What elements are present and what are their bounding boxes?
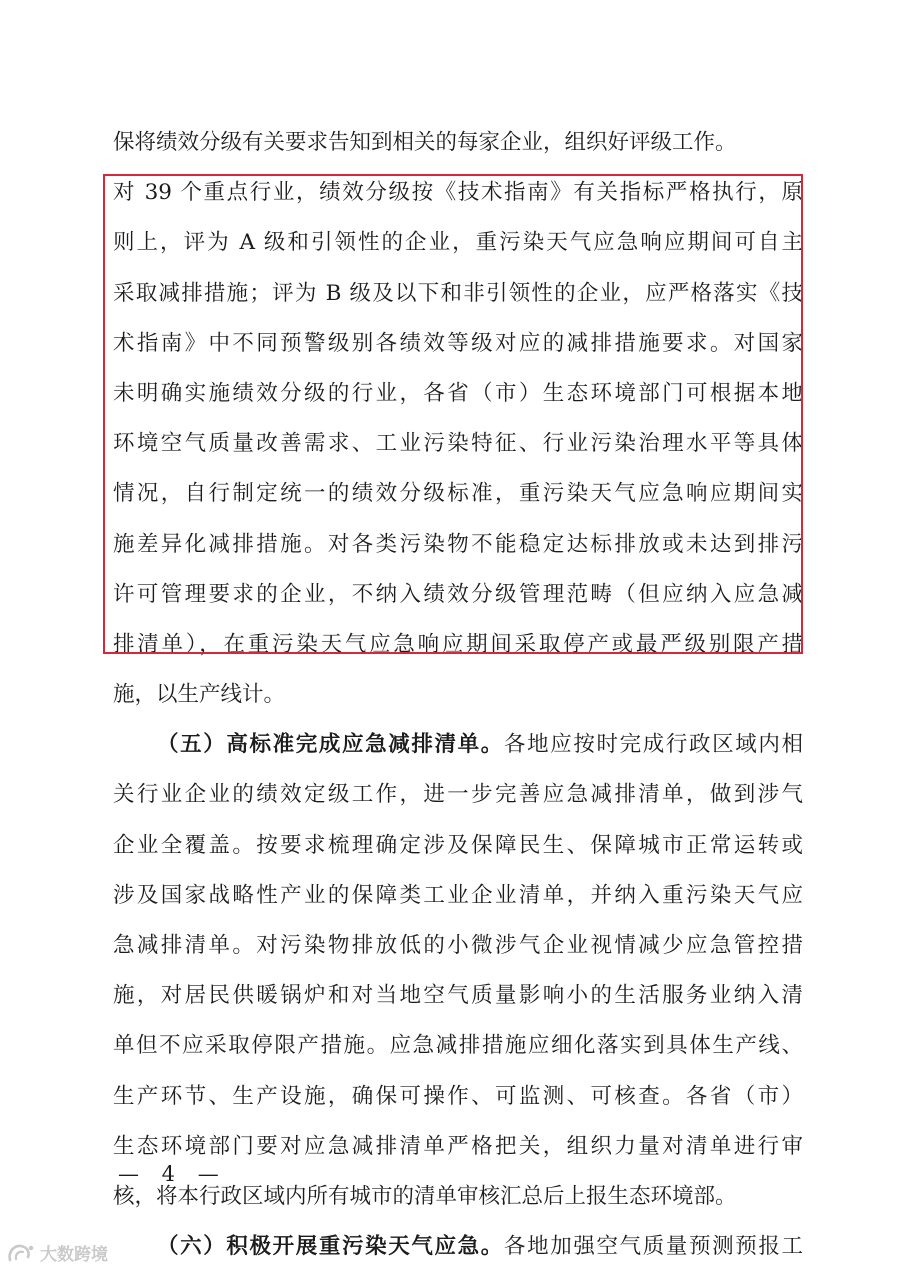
paragraph-line: 术指南》中不同预警级别各绩效等级对应的减排措施要求。对国家 (113, 330, 803, 356)
section-5-first-line-text: 各地应按时完成行政区域内相 (503, 732, 803, 758)
section-5-first-line (113, 720, 803, 770)
paragraph-line: 排清单），在重污染天气应急响应期间采取停产或最严级别限产措 (113, 631, 803, 657)
paragraph-line: 保将绩效分级有关要求告知到相关的每家企业，组织好评级工作。 (113, 130, 737, 155)
paragraph-line: 生产环节、生产设施，确保可操作、可监测、可核查。各省（市） (113, 1083, 803, 1109)
section-5 (113, 720, 803, 1222)
paragraph-line: 对 39 个重点行业，绩效分级按《技术指南》有关指标严格执行，原 (113, 180, 803, 206)
paragraph-line: 企业全覆盖。按要求梳理确定涉及保障民生、保障城市正常运转或 (113, 832, 803, 858)
watermark (6, 1240, 108, 1265)
paragraph-line: 许可管理要求的企业，不纳入绩效分级管理范畴（但应纳入应急减 (113, 581, 803, 607)
section-5-heading: （五）高标准完成应急减排清单。 (157, 732, 504, 758)
paragraph-line: 采取减排措施；评为 B 级及以下和非引领性的企业，应严格落实《技 (113, 280, 803, 306)
highlight-box (103, 174, 803, 654)
paragraph-line: 则上，评为 A 级和引领性的企业，重污染天气应急响应期间可自主 (113, 230, 803, 256)
watermark-text: 大数跨境 (40, 1245, 108, 1265)
brand-logo-icon (6, 1242, 36, 1264)
page-number: — 4 — (118, 1162, 227, 1186)
paragraph-line: 关行业企业的绩效定级工作，进一步完善应急减排清单，做到涉气 (113, 782, 803, 808)
paragraph-line: 未明确实施绩效分级的行业，各省（市）生态环境部门可根据本地 (113, 380, 803, 406)
paragraph-line: 施，以生产线计。 (113, 682, 286, 708)
section-6-heading: （六）积极开展重污染天气应急。 (157, 1234, 504, 1260)
section-6-first-line-text: 各地加强空气质量预测预报工 (503, 1234, 803, 1260)
paragraph-line: 涉及国家战略性产业的保障类工业企业清单，并纳入重污染天气应 (113, 882, 803, 908)
paragraph-line: 施，对居民供暖锅炉和对当地空气质量影响小的生活服务业纳入清 (113, 983, 803, 1009)
paragraph-line: 施差异化减排措施。对各类污染物不能稳定达标排放或未达到排污 (113, 531, 803, 557)
section-6-first-line (113, 1222, 803, 1272)
paragraph-line: 核，将本行政区域内所有城市的清单审核汇总后上报生态环境部。 (113, 1183, 737, 1209)
paragraph-line: 生态环境部门要对应急减排清单严格把关，组织力量对清单进行审 (113, 1133, 803, 1159)
section-6 (113, 1222, 803, 1272)
paragraph-line: 情况，自行制定统一的绩效分级标准，重污染天气应急响应期间实 (113, 481, 803, 507)
paragraph-line: 急减排清单。对污染物排放低的小微涉气企业视情减少应急管控措 (113, 933, 803, 958)
paragraph-line: 单但不应采取停限产措施。应急减排措施应细化落实到具体生产线、 (113, 1033, 803, 1059)
paragraph-line: 环境空气质量改善需求、工业污染特征、行业污染治理水平等具体 (113, 431, 803, 457)
